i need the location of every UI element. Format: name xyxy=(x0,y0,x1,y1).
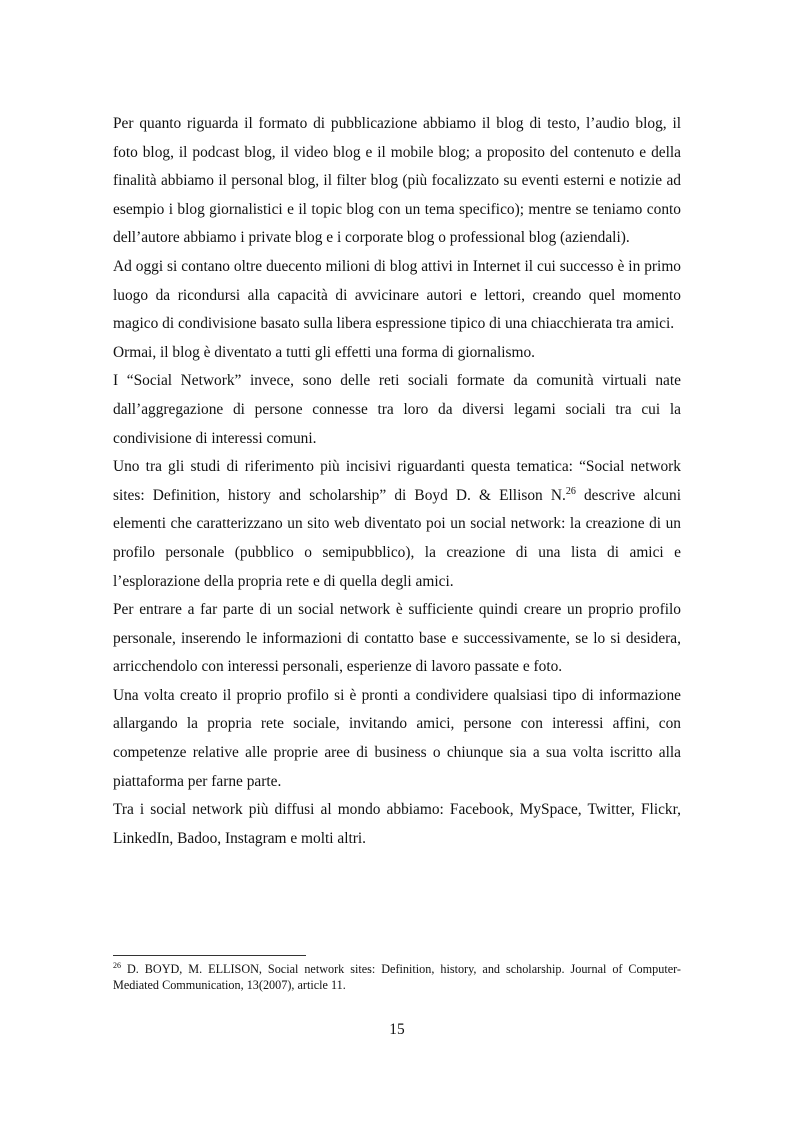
footnote-reference: 26 xyxy=(565,485,576,497)
body-text xyxy=(113,110,681,853)
paragraph-blog-success: Ad oggi si contano oltre duecento milioni di blog attivi in Internet il cui successo è in primo luogo da ricondursi alla capacità di avvicinare autori e lettori, creando quel momento magico di condivisione basato sulla libera espressione tipico di una chiacchierata tra amici. xyxy=(113,257,681,333)
paragraph-sharing: Una volta creato il proprio profilo si è pronti a condividere qualsiasi tipo di informazione allargando la propria rete sociale, invitando amici, persone con interessi affini, con competenze relative alle proprie aree di business o chiunque sia a sua volta iscritto alla piattaforma per farne parte. xyxy=(113,686,681,790)
paragraph-blog-formats: Per quanto riguarda il formato di pubblicazione abbiamo il blog di testo, l’audio blog, il foto blog, il podcast blog, il video blog e il mobile blog; a proposito del contenuto e della finalità abbiamo il personal blog, il filter blog (più focalizzato su eventi esterni e notizie ad esempio i blog giornalistici e il topic blog con un tema specifico); mentre se teniamo conto dell’autore abbiamo i private blog e i corporate blog o professional blog (aziendali). xyxy=(113,115,681,247)
paragraph-text-after: descrive alcuni elementi che caratterizzano un sito web diventato poi un social network: la creazione di un profilo personale (pubblico o semipubblico), la creazione di una lista di amici e l’esplorazione della propria rete e di quella degli amici. xyxy=(113,486,681,590)
footnote-separator xyxy=(113,955,306,956)
footnote xyxy=(113,961,681,993)
paragraph-boyd-ellison-study xyxy=(113,453,681,596)
paragraph-blog-journalism: Ormai, il blog è diventato a tutti gli effetti una forma di giornalismo. xyxy=(113,343,536,361)
paragraph-popular-networks: Tra i social network più diffusi al mondo abbiamo: Facebook, MySpace, Twitter, Flickr, LinkedIn, Badoo, Instagram e molti altri. xyxy=(113,801,681,847)
page-number: 15 xyxy=(389,1021,405,1038)
footnote-text: D. BOYD, M. ELLISON, Social network sites: Definition, history, and scholarship. Journal of Computer-Mediated Communication, 13(2007), article 11. xyxy=(113,962,681,992)
footnote-number: 26 xyxy=(113,961,121,970)
paragraph-text-before: Uno tra gli studi di riferimento più incisivi riguardanti questa tematica: “Social network sites: Definition, history and scholarship” di Boyd D. & Ellison N. xyxy=(113,458,681,504)
paragraph-social-network-definition: I “Social Network” invece, sono delle reti sociali formate da comunità virtuali nate dall’aggregazione di persone connesse tra loro da diversi legami sociali tra cui la condivisione di interessi comuni. xyxy=(113,372,681,447)
paragraph-profile-creation: Per entrare a far parte di un social network è sufficiente quindi creare un proprio profilo personale, inserendo le informazioni di contatto base e successivamente, se lo si desidera, arricchendolo con interessi personali, esperienze di lavoro passate e foto. xyxy=(113,601,681,676)
